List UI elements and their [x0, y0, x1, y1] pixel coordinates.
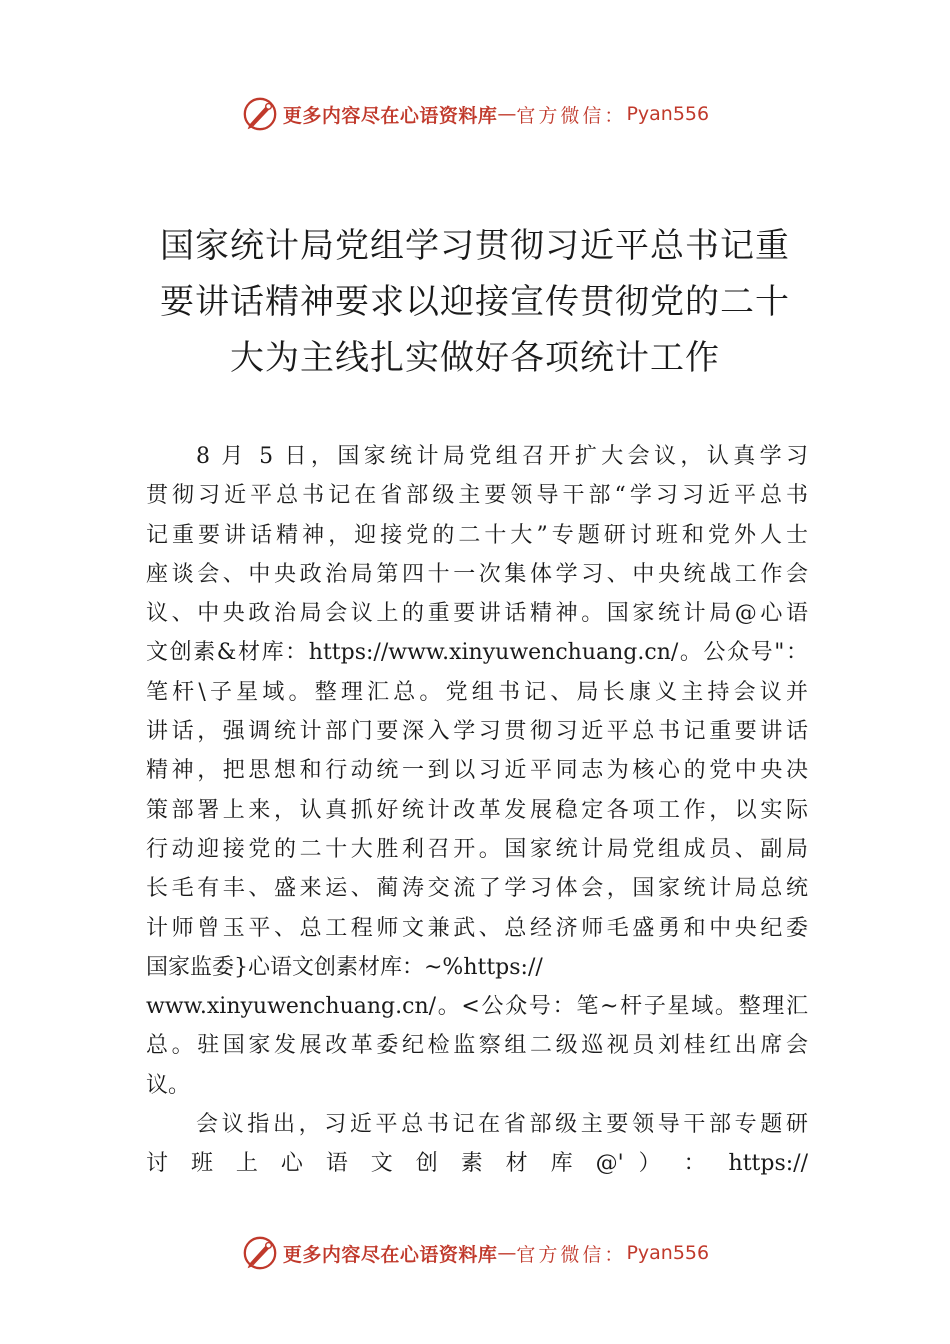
body-line: 长毛有丰、盛来运、蔺涛交流了学习体会，国家统计局总统: [146, 876, 808, 902]
title-line: 要讲话精神要求以迎接宣传贯彻党的二十: [160, 282, 790, 322]
body-line: 会议指出，习近平总书记在省部级主要领导干部专题研: [196, 1112, 808, 1138]
body-line: 计师曾玉平、总工程师文兼武、总经济师毛盛勇和中央纪委: [146, 915, 808, 941]
body-line: 国家监委}心语文创素材库：~%https://: [146, 954, 543, 980]
banner-weixin-label: 官方微信：: [516, 1243, 627, 1266]
banner-weixin-id: Pyan556: [626, 103, 710, 125]
banner-weixin-id: Pyan556: [626, 1242, 710, 1264]
footer-banner: [0, 1233, 950, 1273]
body-line: 议。: [146, 1072, 191, 1098]
body-line: 8 月 5 日，国家统计局党组召开扩大会议，认真学习: [196, 444, 808, 469]
body-line: 议、中央政治局会议上的重要讲话精神。国家统计局@心语: [146, 601, 808, 627]
body-line: 讲话，强调统计部门要深入学习贯彻习近平总书记重要讲话: [146, 719, 808, 745]
body-line: 总。驻国家发展改革委纪检监察组二级巡视员刘桂红出席会: [146, 1033, 808, 1059]
body-line: 座谈会、中央政治局第四十一次集体学习、中央统战工作会: [146, 561, 808, 587]
body-line: 笔杆\子星域。整理汇总。党组书记、局长康义主持会议并: [146, 679, 808, 705]
pen-logo-icon: [241, 1234, 279, 1272]
body-line: 贯彻习近平总书记在省部级主要领导干部“学习习近平总书: [146, 483, 808, 509]
body-line: www.xinyuwenchuang.cn/。<公众号：笔~杆子星域。整理汇: [146, 994, 808, 1020]
banner-weixin-label: 官方微信：: [516, 104, 627, 127]
banner-dash: —: [497, 103, 517, 125]
header-banner: [0, 94, 950, 134]
banner-dash: —: [497, 1242, 517, 1264]
banner-text: 更多内容尽在心语资料库: [282, 104, 498, 127]
document-body: [146, 437, 808, 1184]
pen-logo-icon: [241, 95, 279, 133]
body-line: 文创素&材库：https://www.xinyuwenchuang.cn/。公众号"：: [146, 640, 808, 666]
body-line: 行动迎接党的二十大胜利召开。国家统计局党组成员、副局: [146, 836, 808, 862]
body-line: 精神，把思想和行动统一到以习近平同志为核心的党中央决: [146, 758, 808, 784]
body-line: 讨 班 上 心 语 文 创 素 材 库 @' ） ： https://: [146, 1151, 808, 1177]
document-title: [140, 218, 810, 386]
title-line: 大为主线扎实做好各项统计工作: [230, 338, 720, 378]
body-line: 记重要讲话精神，迎接党的二十大”专题研讨班和党外人士: [146, 522, 808, 548]
title-line: 国家统计局党组学习贯彻习近平总书记重: [160, 226, 790, 266]
body-line: 策部署上来，认真抓好统计改革发展稳定各项工作，以实际: [146, 797, 808, 823]
banner-text: 更多内容尽在心语资料库: [282, 1243, 498, 1266]
